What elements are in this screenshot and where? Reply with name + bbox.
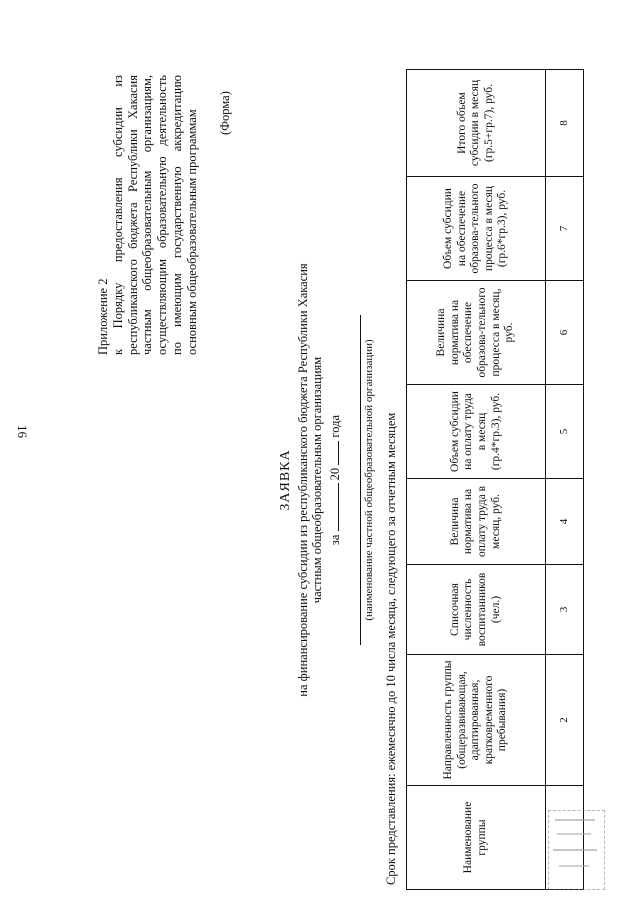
col-number: 7 bbox=[546, 177, 584, 281]
month-blank[interactable] bbox=[327, 483, 339, 531]
col-header: Величина норматива на обеспечение образова-тельного процесса в месяц, руб. bbox=[407, 281, 546, 385]
col-number: 5 bbox=[546, 385, 584, 479]
col-header: Итого объем субсидии в месяц (гр.5+гр.7), руб. bbox=[407, 70, 546, 177]
form-label: (Форма) bbox=[218, 91, 232, 135]
request-header bbox=[278, 65, 376, 895]
organization-name-field[interactable] bbox=[360, 315, 376, 645]
request-table bbox=[406, 69, 584, 890]
appendix-text: к Порядку предоставления субсидии из республиканского бюджета Республики Хакасия частным общеобразовательным организациям, осуществляющим образовательную деятельность по имеющим государственную аккредитацию основным общеобразовательным программам bbox=[110, 75, 199, 355]
period-suffix: года bbox=[327, 414, 342, 438]
page-number: 16 bbox=[15, 425, 30, 438]
appendix-block bbox=[96, 75, 199, 355]
period-line bbox=[327, 65, 342, 895]
period-year-prefix: 20 bbox=[327, 467, 342, 481]
organization-caption: (наименование частной общеобразовательной организации) bbox=[363, 339, 376, 621]
column-number-row bbox=[546, 70, 584, 890]
year-blank[interactable] bbox=[327, 441, 339, 465]
col-number: 2 bbox=[546, 655, 584, 786]
request-subtitle-line1: на финансирование субсидии из республиканского бюджета Республики Хакасия bbox=[296, 263, 311, 697]
document-sheet bbox=[70, 65, 610, 895]
col-header: Объем субсидии на оплату труда в месяц (гр.4*гр.3), руб. bbox=[407, 385, 546, 479]
deadline-text: Срок представления: ежемесячно до 10 числа месяца, следующего за отчетным месяцем bbox=[384, 412, 398, 885]
col-number: 3 bbox=[546, 565, 584, 655]
stamp-mark bbox=[548, 810, 605, 890]
table-header-row bbox=[407, 70, 546, 890]
col-number: 6 bbox=[546, 281, 584, 385]
period-prefix: за bbox=[327, 534, 342, 546]
col-header: Наименование группы bbox=[407, 786, 546, 890]
col-number: 4 bbox=[546, 479, 584, 565]
col-header: Объем субсидии на обеспечение образова-тельного процесса в месяц (гр.6*гр.3), руб. bbox=[407, 177, 546, 281]
col-header: Направленность группы (общеразвивающая, адаптированная, кратковременного пребывания) bbox=[407, 655, 546, 786]
col-number: 8 bbox=[546, 70, 584, 177]
col-header: Списочная численность воспитанников (чел.) bbox=[407, 565, 546, 655]
request-title: ЗАЯВКА bbox=[278, 449, 293, 511]
col-header: Величина норматива на оплату труда в месяц, руб. bbox=[407, 479, 546, 565]
request-subtitle-line2: частным общеобразовательным организациям bbox=[310, 356, 325, 604]
appendix-title: Приложение 2 bbox=[96, 278, 110, 355]
